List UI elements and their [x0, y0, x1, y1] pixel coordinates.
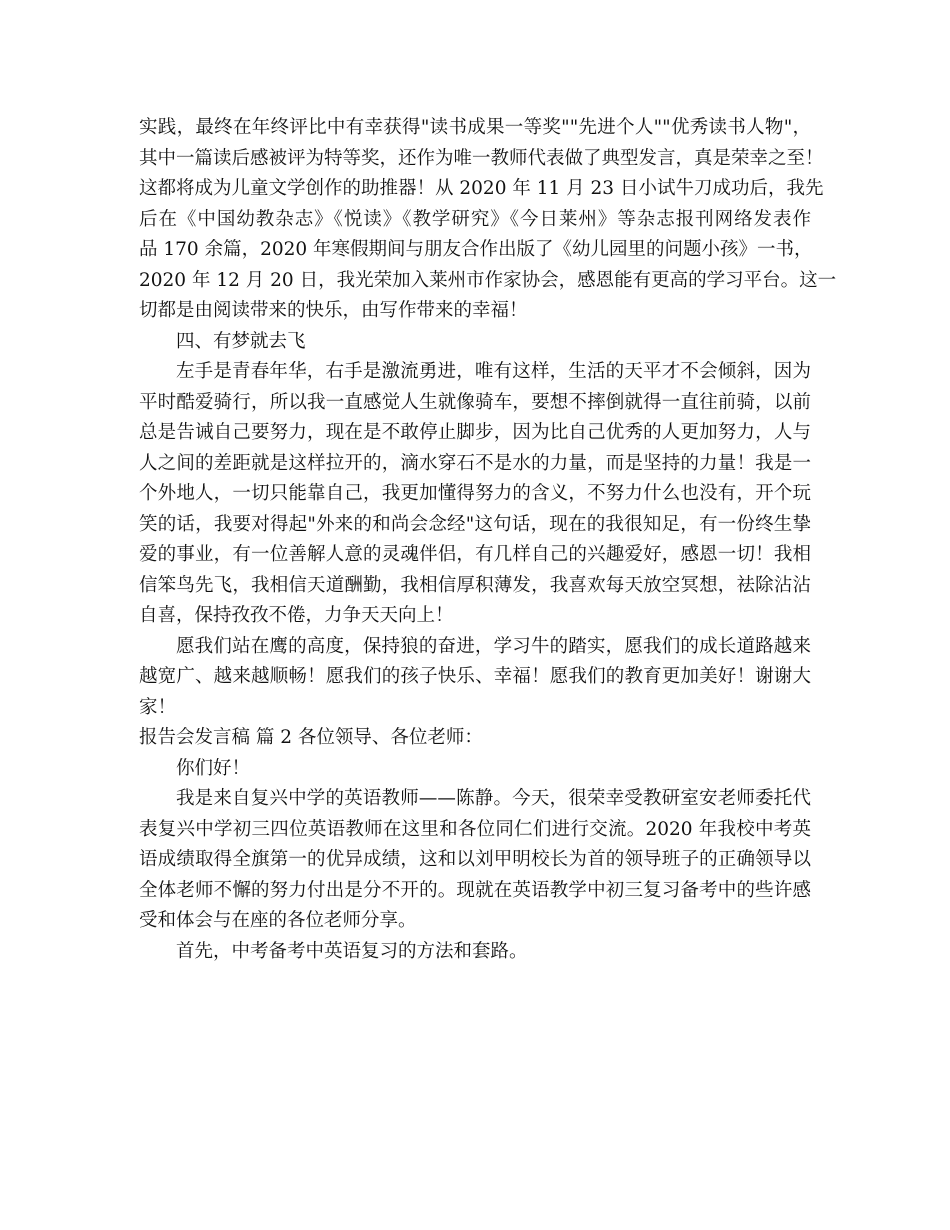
text-line: 2020 年 12 月 20 日，我光荣加入莱州市作家协会，感恩能有更高的学习平台。这一 — [139, 269, 837, 291]
greeting-line: 你们好！ — [176, 757, 251, 779]
text-line: 越宽广、越来越顺畅！愿我们的孩子快乐、幸福！愿我们的教育更加美好！谢谢大 — [139, 666, 811, 687]
text-line: 总是告诫自己要努力，现在是不敢停止脚步，因为比自己优秀的人更加努力，人与 — [139, 422, 811, 443]
section-heading: 四、有梦就去飞 — [176, 330, 306, 352]
text-line: 愿我们站在鹰的高度，保持狼的奋进，学习牛的踏实，愿我们的成长道路越来 — [176, 635, 811, 657]
text-line: 表复兴中学初三四位英语教师在这里和各位同仁们进行交流。2020 年我校中考英 — [139, 818, 811, 840]
text-line: 全体老师不懈的努力付出是分不开的。现就在英语教学中初三复习备考中的些许感 — [139, 879, 811, 901]
text-line: 爱的事业，有一位善解人意的灵魂伴侣，有几样自己的兴趣爱好，感恩一切！我相 — [139, 544, 811, 565]
text-line: 个外地人，一切只能靠自己，我更加懂得努力的含义，不努力什么也没有，开个玩 — [139, 483, 811, 504]
text-line: 首先，中考备考中英语复习的方法和套路。 — [176, 940, 528, 962]
text-line: 家！ — [139, 696, 177, 718]
text-line: 受和体会与在座的各位老师分享。 — [139, 910, 417, 931]
text-line: 笑的话，我要对得起"外来的和尚会念经"这句话，现在的我很知足，有一份终生挚 — [139, 513, 811, 535]
text-line: 其中一篇读后感被评为特等奖，还作为唯一教师代表做了典型发言，真是荣幸之至！ — [139, 147, 824, 169]
text-line: 品 170 余篇，2020 年寒假期间与朋友合作出版了《幼儿园里的问题小孩》一书， — [139, 239, 813, 260]
document-body — [139, 113, 837, 967]
text-line: 平时酷爱骑行，所以我一直感觉人生就像骑车，要想不摔倒就得一直往前骑，以前 — [139, 391, 811, 413]
text-line: 我是来自复兴中学的英语教师——陈静。今天，很荣幸受教研室安老师委托代 — [176, 788, 811, 809]
text-line: 左手是青春年华，右手是激流勇进，唯有这样，生活的天平才不会倾斜，因为 — [176, 361, 811, 382]
text-line: 后在《中国幼教杂志》《悦读》《教学研究》《今日莱州》等杂志报刊网络发表作 — [139, 208, 811, 230]
text-line: 自喜，保持孜孜不倦，力争天天向上！ — [139, 605, 454, 626]
text-line: 语成绩取得全旗第一的优异成绩，这和以刘甲明校长为首的领导班子的正确领导以 — [139, 849, 811, 870]
text-line: 信笨鸟先飞，我相信天道酬勤，我相信厚积薄发，我喜欢每天放空冥想，祛除沾沾 — [139, 574, 811, 596]
text-line: 切都是由阅读带来的快乐，由写作带来的幸福！ — [139, 300, 528, 321]
report-heading: 报告会发言稿 篇 2 各位领导、各位老师： — [139, 727, 483, 748]
text-line: 人之间的差距就是这样拉开的，滴水穿石不是水的力量，而是坚持的力量！我是一 — [139, 452, 811, 474]
text-line: 这都将成为儿童文学创作的助推器！从 2020 年 11 月 23 日小试牛刀成功后，我先 — [139, 178, 824, 199]
text-line: 实践，最终在年终评比中有幸获得"读书成果一等奖""先进个人""优秀读书人物"， — [139, 117, 811, 138]
